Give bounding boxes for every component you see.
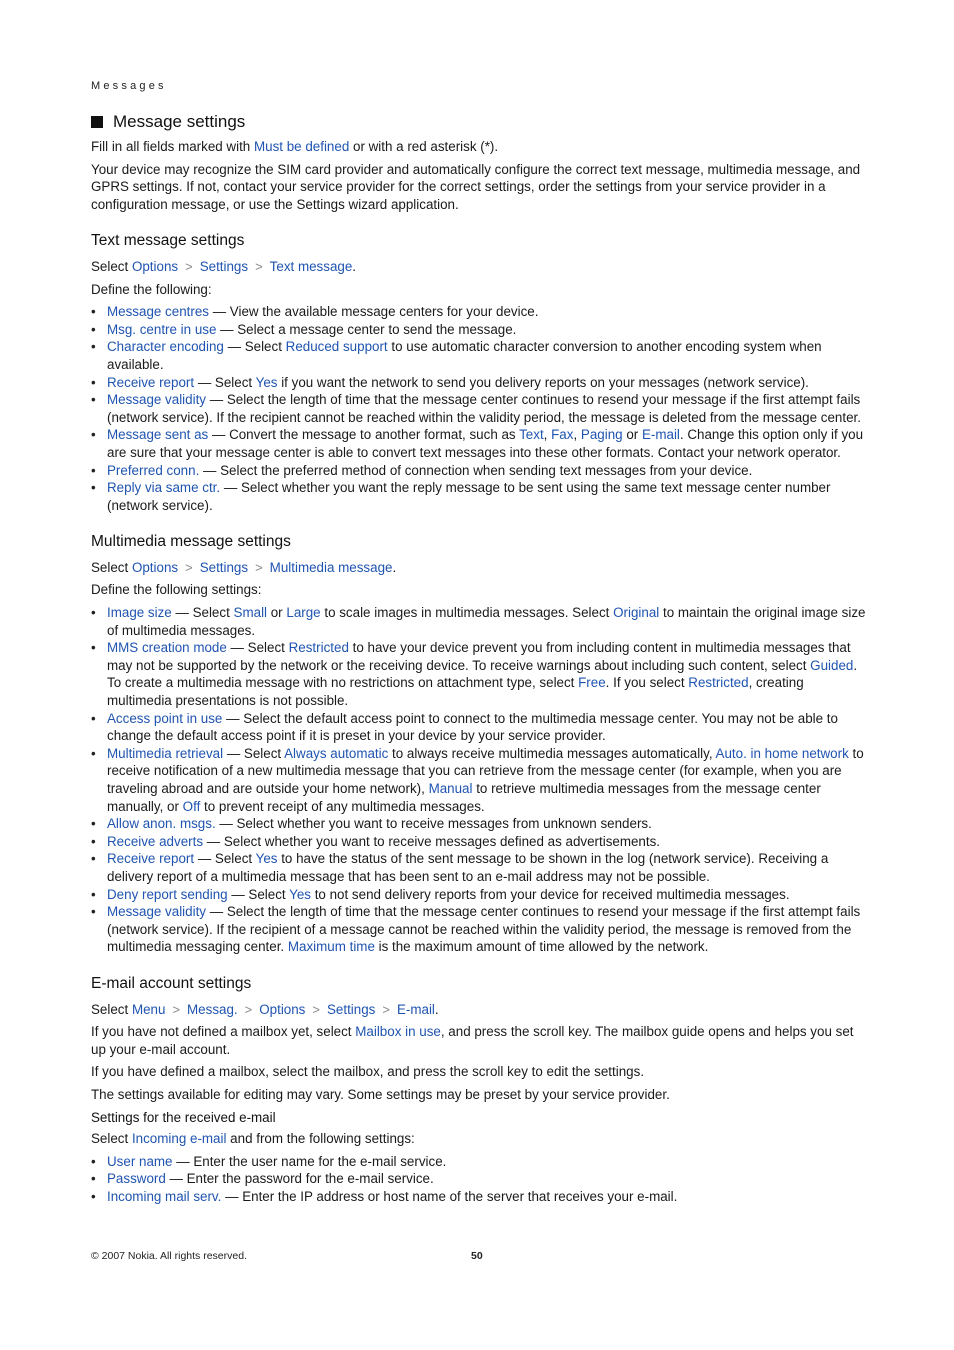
deny-report-sending-link[interactable]: Deny report sending (107, 886, 228, 902)
incoming-e-mail-link[interactable]: Incoming e-mail (131, 1131, 227, 1147)
email-paragraph-2: If you have defined a mailbox, select the mailbox, and press the scroll key to edit the settings. (91, 1064, 645, 1080)
text: to have the status of the sent message to be shown in the log (network service). Receiving a delivery report of a multimedia message that has been sent to an e-mail address may not be possible. (107, 851, 829, 884)
mms-settings-heading: Multimedia message settings (91, 533, 291, 551)
chevron-right-icon: > (185, 559, 193, 575)
path-settings[interactable]: Settings (199, 559, 249, 575)
text: to scale images in multimedia messages. Select (320, 605, 614, 621)
user-name-link[interactable]: User name (107, 1153, 173, 1169)
yes-link[interactable]: Yes (255, 374, 278, 390)
list-item (91, 1153, 866, 1171)
manual-link[interactable]: Manual (428, 781, 473, 796)
path-options[interactable]: Options (131, 258, 179, 274)
text: Select (91, 1001, 132, 1017)
e-mail-link[interactable]: E-mail (641, 427, 680, 443)
chevron-right-icon: > (185, 258, 193, 274)
text: — Convert the message to another format, such as (208, 427, 520, 443)
text: Fill in all fields marked with (91, 139, 254, 154)
receive-adverts-link[interactable]: Receive adverts (107, 833, 204, 849)
list-item (91, 833, 866, 851)
text: , (543, 427, 552, 443)
message-sent-as-link[interactable]: Message sent as (107, 427, 209, 443)
text: or (267, 605, 287, 621)
text: or (622, 427, 642, 443)
list-item (91, 338, 866, 373)
chevron-right-icon: > (244, 1001, 253, 1017)
access-point-in-use-link[interactable]: Access point in use (107, 710, 223, 726)
message-validity-link[interactable]: Message validity (107, 904, 206, 920)
reduced-support-link[interactable]: Reduced support (285, 339, 388, 355)
path-text-message[interactable]: Text message (269, 258, 353, 274)
fax-link[interactable]: Fax (551, 427, 574, 443)
text: — Select (223, 339, 286, 355)
path-settings[interactable]: Settings (326, 1001, 376, 1017)
original-link[interactable]: Original (613, 605, 660, 621)
text: to use automatic character conversion to another encoding system when available. (107, 339, 822, 372)
section-title-text: Message settings (113, 112, 246, 131)
list-item (91, 710, 866, 745)
text: if you want the network to send you delivery reports on your messages (network service). (277, 374, 809, 390)
text: to maintain the original image size of multimedia messages. (107, 605, 866, 638)
text: — Select whether you want to receive messages defined as advertisements. (203, 833, 661, 849)
text-settings-heading: Text message settings (91, 232, 245, 250)
email-settings-list (91, 1153, 866, 1206)
mms-settings-define: Define the following settings: (91, 582, 262, 598)
chevron-right-icon: > (172, 1001, 181, 1017)
text: — Select (226, 640, 289, 656)
email-paragraph-1 (91, 1023, 866, 1058)
message-validity-link[interactable]: Message validity (107, 392, 206, 408)
paging-link[interactable]: Paging (580, 427, 623, 443)
guided-link[interactable]: Guided (810, 657, 854, 673)
list-item (91, 850, 866, 885)
text: — Select the length of time that the message center continues to resend your message if the first attempt fails (network service). If the recipient cannot be reached within the validity period, the message is deleted from the message center. (107, 392, 861, 425)
content (91, 138, 866, 1210)
allow-anon-msgs-link[interactable]: Allow anon. msgs. (107, 816, 216, 832)
path-settings[interactable]: Settings (199, 258, 249, 274)
yes-link[interactable]: Yes (255, 851, 278, 867)
text: If you have not defined a mailbox yet, select (91, 1024, 356, 1040)
list-item (91, 462, 866, 480)
email-settings-heading: E-mail account settings (91, 974, 252, 992)
text-link[interactable]: Text (519, 427, 544, 443)
receive-report-link[interactable]: Receive report (107, 374, 195, 390)
text: , (573, 427, 581, 443)
text: — View the available message centers for your device. (208, 304, 539, 320)
text: . To create a multimedia message with no restrictions on attachment type, select (107, 657, 858, 691)
list-item (91, 1188, 866, 1206)
section-title (91, 112, 245, 132)
image-size-link[interactable]: Image size (107, 605, 172, 621)
square-bullet-icon (91, 116, 103, 128)
text: to always receive multimedia messages automatically, (388, 745, 716, 761)
copyright: © 2007 Nokia. All rights reserved. (91, 1250, 247, 1262)
small-link[interactable]: Small (233, 605, 268, 621)
text: — Select (171, 605, 234, 621)
text-settings-define: Define the following: (91, 281, 212, 297)
text: to prevent receipt of any multimedia messages. (200, 798, 485, 814)
text: . Change this option only if you are sure that your message center is able to convert text messages into these other formats. Contact your network operator. (107, 427, 864, 460)
text: — Select (223, 745, 285, 761)
receive-report-link[interactable]: Receive report (107, 851, 195, 867)
large-link[interactable]: Large (286, 605, 321, 621)
path-messag[interactable]: Messag. (187, 1001, 238, 1017)
reply-via-same-ctr-link[interactable]: Reply via same ctr. (107, 480, 221, 496)
path-e-mail[interactable]: E-mail (396, 1001, 435, 1017)
text: Select (91, 1131, 132, 1147)
text: , creating multimedia presentations is not possible. (107, 675, 804, 709)
mms-settings-list (91, 604, 866, 956)
email-paragraph-4 (91, 1130, 866, 1148)
text: Select (91, 559, 132, 575)
text: to have your device prevent you from including content in multimedia messages that may not be supported by the network or the receiving device. To receive warnings about including such content, select (107, 640, 851, 673)
text: , and press the scroll key. The mailbox guide opens and helps you set up your e-mail account. (91, 1024, 854, 1057)
received-email-subheading: Settings for the received e-mail (91, 1109, 276, 1125)
text: — Select (194, 374, 256, 390)
list-item (91, 639, 866, 709)
period: . (434, 1001, 439, 1017)
text: — Enter the password for the e-mail service. (165, 1171, 434, 1187)
email-settings-path (91, 1001, 866, 1019)
intro-paragraph-2: Your device may recognize the SIM card provider and automatically configure the correct text message, multimedia message, and GPRS settings. If not, contact your service provider for the correct settings, order the settings from your service provider in a configuration message, or use the Settings wizard application. (91, 161, 861, 212)
off-link[interactable]: Off (182, 798, 201, 814)
chevron-right-icon: > (255, 559, 263, 575)
password-link[interactable]: Password (107, 1171, 166, 1187)
list-item (91, 479, 866, 514)
chevron-right-icon: > (382, 1001, 390, 1017)
path-options[interactable]: Options (131, 559, 179, 575)
email-paragraph-3: The settings available for editing may vary. Some settings may be preset by your service provider. (91, 1086, 670, 1102)
character-encoding-link[interactable]: Character encoding (107, 339, 224, 355)
preferred-conn-link[interactable]: Preferred conn. (107, 462, 200, 478)
auto-in-home-network-link[interactable]: Auto. in home network (715, 745, 849, 761)
text: — Select whether you want the reply message to be sent using the same text message center number (network service). (107, 480, 831, 513)
text: and from the following settings: (226, 1131, 415, 1147)
text: — Enter the IP address or host name of the server that receives your e-mail. (221, 1188, 678, 1204)
text: Select (91, 258, 132, 274)
mailbox-in-use-link[interactable]: Mailbox in use (355, 1024, 441, 1040)
list-item (91, 426, 866, 461)
text: — Select whether you want to receive messages from unknown senders. (215, 816, 652, 832)
path-multimedia-message[interactable]: Multimedia message (269, 559, 393, 575)
always-automatic-link[interactable]: Always automatic (284, 745, 389, 761)
path-options[interactable]: Options (259, 1001, 306, 1017)
list-item (91, 745, 866, 815)
text-settings-path (91, 258, 866, 276)
period: . (392, 559, 397, 575)
text-settings-list (91, 303, 866, 514)
text: — Select the default access point to connect to the multimedia message center. You may not be able to change the default access point if it is preset in your device by your service provider. (107, 710, 838, 744)
must-be-defined-link[interactable]: Must be defined (253, 139, 350, 154)
path-menu[interactable]: Menu (131, 1001, 166, 1017)
multimedia-retrieval-link[interactable]: Multimedia retrieval (107, 745, 224, 761)
text: . If you select (605, 675, 689, 691)
yes-link[interactable]: Yes (289, 886, 311, 902)
text: to retrieve multimedia messages from the message center manually, or (107, 781, 821, 814)
restricted-link[interactable]: Restricted (688, 675, 749, 691)
list-item (91, 886, 866, 904)
period: . (352, 258, 357, 274)
text: to receive notification of a new multimedia message that you can retrieve from the message center (for example, when you are traveling abroad and are outside your home network), (107, 745, 864, 796)
restricted-link[interactable]: Restricted (288, 640, 349, 656)
text: — Select a message center to send the message. (216, 321, 517, 337)
list-item (91, 903, 866, 956)
text: — Select (227, 886, 290, 902)
running-header: Messages (91, 80, 167, 92)
list-item (91, 321, 866, 339)
list-item (91, 303, 866, 321)
chevron-right-icon: > (312, 1001, 320, 1017)
text: — Select the length of time that the message center continues to resend your message if the first attempt fails (network service). If the recipient of a message cannot be reached within the validity period, the message is removed from the multimedia messaging center. (107, 904, 861, 955)
mms-settings-path (91, 559, 866, 577)
mms-creation-mode-link[interactable]: MMS creation mode (107, 640, 227, 656)
text: to not send delivery reports from your device for received multimedia messages. (310, 886, 790, 902)
incoming-mail-serv-link[interactable]: Incoming mail serv. (107, 1188, 222, 1204)
msg-centre-in-use-link[interactable]: Msg. centre in use (107, 321, 217, 337)
text: or with a red asterisk (*). (349, 139, 499, 154)
chevron-right-icon: > (255, 258, 263, 274)
text: — Select the preferred method of connection when sending text messages from your device. (199, 462, 753, 478)
list-item (91, 374, 866, 392)
list-item (91, 391, 866, 426)
page-number: 50 (471, 1250, 483, 1262)
text: — Select (194, 851, 256, 867)
list-item (91, 604, 866, 639)
text: — Enter the user name for the e-mail service. (172, 1153, 447, 1169)
list-item (91, 1170, 866, 1188)
list-item (91, 815, 866, 833)
intro-paragraph-1 (91, 138, 866, 156)
text: is the maximum amount of time allowed by the network. (374, 939, 709, 955)
free-link[interactable]: Free (578, 675, 606, 691)
message-centres-link[interactable]: Message centres (107, 304, 209, 320)
maximum-time-link[interactable]: Maximum time (287, 939, 375, 955)
page-footer (91, 1250, 866, 1262)
